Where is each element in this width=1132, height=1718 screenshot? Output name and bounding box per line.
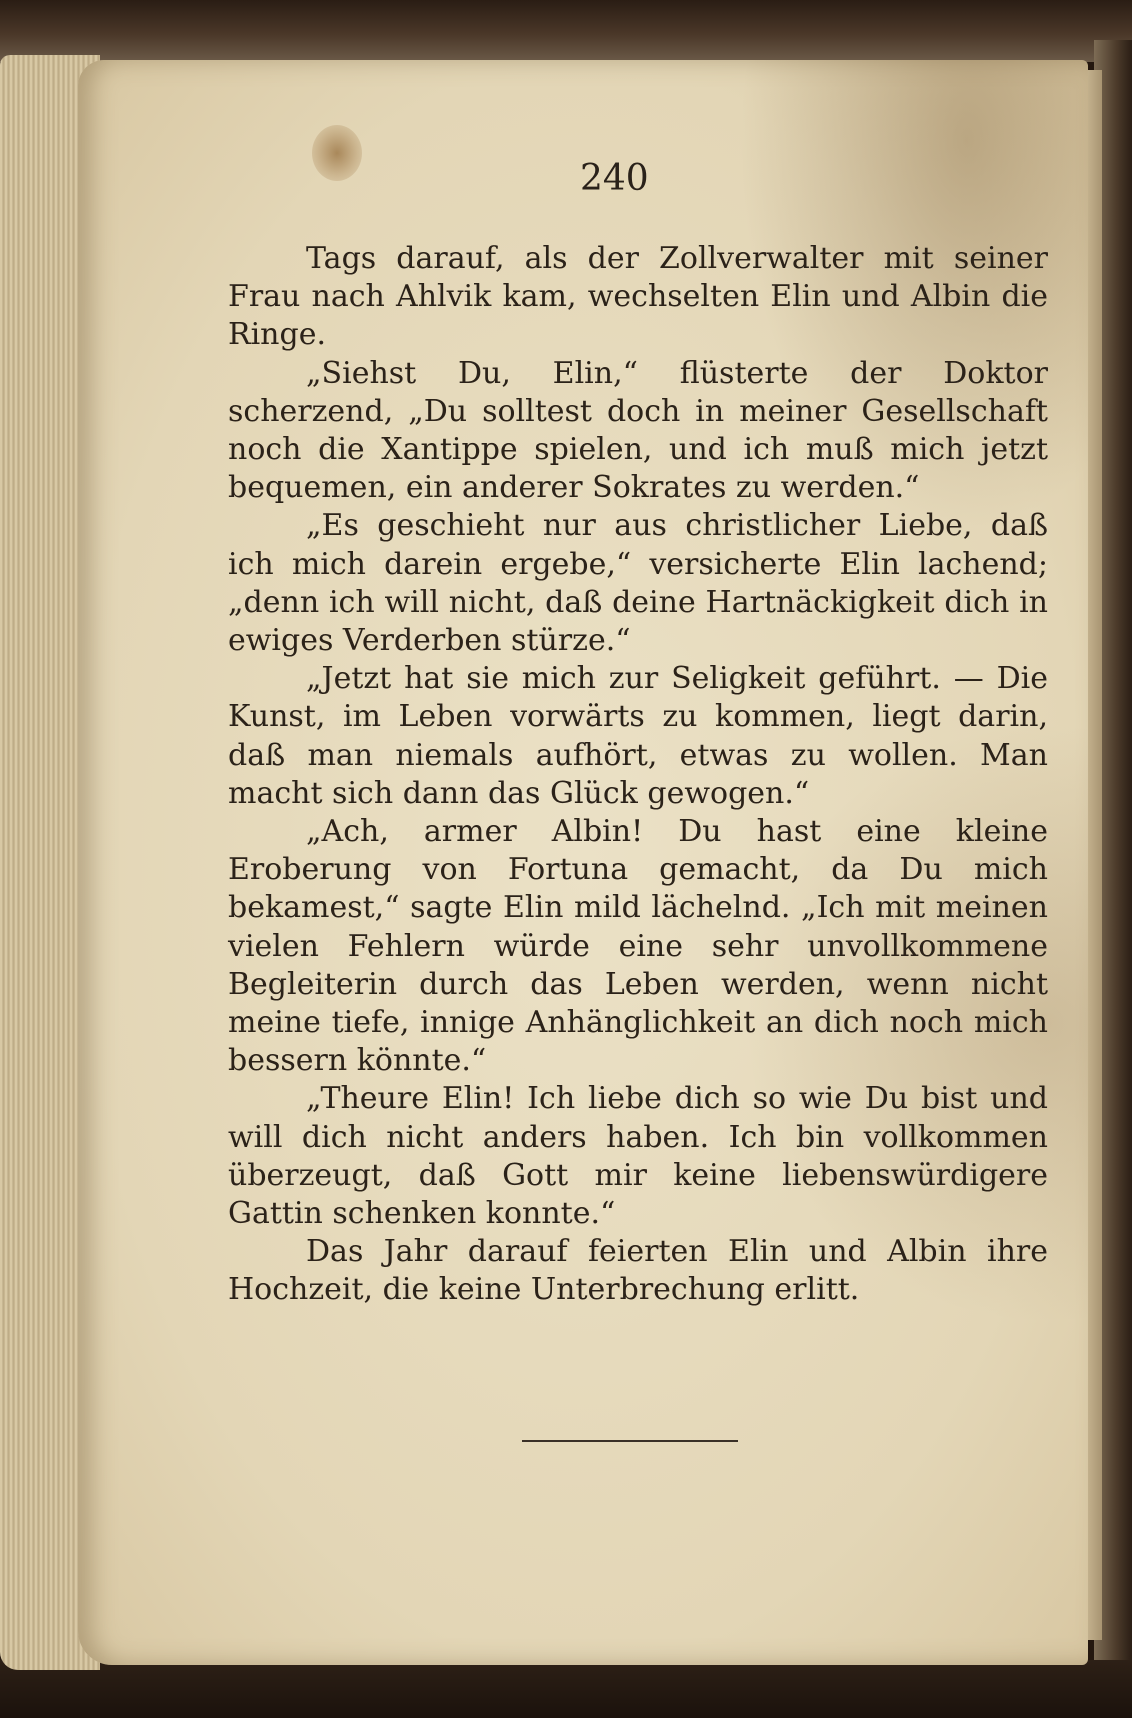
paragraph: Tags darauf, als der Zollverwalter mit seiner Frau nach Ahlvik kam, wechselten Elin und Albin die Ringe. bbox=[228, 241, 1048, 353]
paper-stain bbox=[312, 125, 362, 181]
paragraph: „Ach, armer Albin! Du hast eine kleine Eroberung von Fortuna gemacht, da Du mich bekamest,“ sagte Elin mild lächelnd. „Ich mit meinen vielen Fehlern würde eine sehr unvollkommene Begleiterin durch das Leben werden, wenn nicht meine tiefe, innige Anhänglichkeit an dich noch mich bessern könnte.“ bbox=[228, 814, 1048, 1079]
page-number: 240 bbox=[580, 158, 649, 199]
paragraph: „Siehst Du, Elin,“ flüsterte der Doktor scherzend, „Du solltest doch in meiner Gesellschaft noch die Xantippe spielen, und ich muß mich jetzt bequemen, ein anderer Sokrates zu werden.“ bbox=[228, 355, 1048, 506]
section-divider bbox=[522, 1440, 738, 1442]
book-cover-top bbox=[0, 0, 1132, 62]
paragraph: Das Jahr darauf feierten Elin und Albin ihre Hochzeit, die keine Unterbrechung erlitt. bbox=[228, 1234, 1048, 1308]
paragraph: „Theure Elin! Ich liebe dich so wie Du bist und will dich nicht anders haben. Ich bin vollkommen überzeugt, daß Gott mir keine liebenswürdigere Gattin schenken konnte.“ bbox=[228, 1081, 1048, 1232]
book-cover-bottom bbox=[0, 1660, 1132, 1718]
page-body-text bbox=[228, 240, 1048, 1310]
paragraph: „Jetzt hat sie mich zur Seligkeit geführt. — Die Kunst, im Leben vorwärts zu kommen, liegt darin, daß man niemals aufhört, etwas zu wollen. Man macht sich dann das Glück gewogen.“ bbox=[228, 661, 1048, 811]
paragraph: „Es geschieht nur aus christlicher Liebe, daß ich mich darein ergebe,“ versicherte Elin lachend; „denn ich will nicht, daß deine Hartnäckigkeit dich in ewiges Verderben stürze.“ bbox=[228, 508, 1048, 659]
